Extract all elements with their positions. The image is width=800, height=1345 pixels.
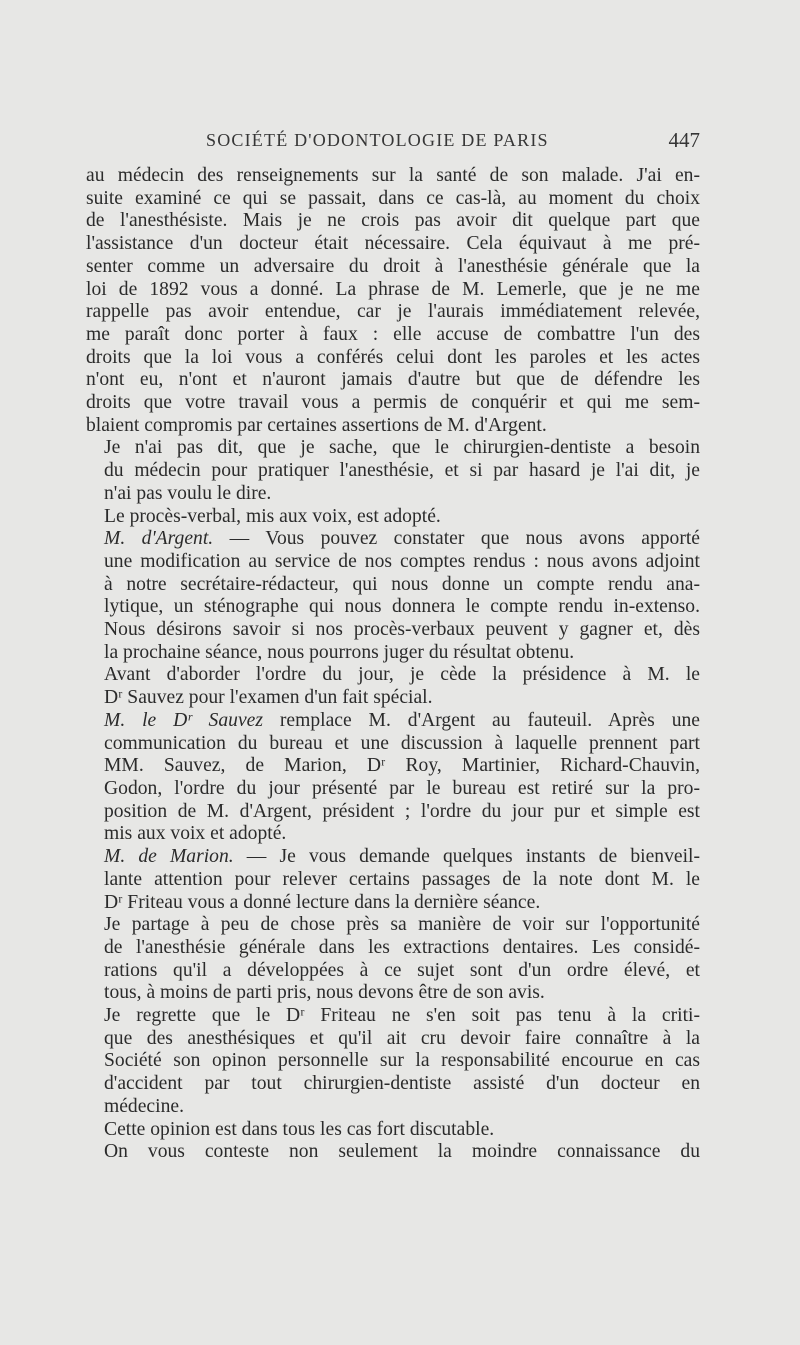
text-line: de l'anesthésiste. Mais je ne crois pas avoir dit quelque part que xyxy=(86,210,700,232)
text-line: Le procès-verbal, mis aux voix, est adopté. xyxy=(104,505,441,527)
text-segment: remplace M. d'Argent au fauteuil. Après une xyxy=(262,709,700,731)
text-line: l'assistance d'un docteur était nécessaire. Cela équivaut à me pré- xyxy=(86,233,700,255)
text-line xyxy=(86,528,700,551)
running-title: SOCIÉTÉ D'ODONTOLOGIE DE PARIS xyxy=(206,130,549,150)
text-line: tous, à moins de parti pris, nous devons être de son avis. xyxy=(104,982,545,1004)
text-line: rappelle pas avoir entendue, car je l'aurais immédiatement relevée, xyxy=(86,301,700,323)
text-line: communication du bureau et une discussion à laquelle prennent part xyxy=(104,732,700,754)
text-line: suite examiné ce qui se passait, dans ce cas-là, au moment du choix xyxy=(86,187,700,209)
text-line: médecine. xyxy=(104,1095,184,1117)
text-line: à notre secrétaire-rédacteur, qui nous donne un compte rendu ana- xyxy=(104,573,700,595)
paragraph-7 xyxy=(86,846,700,914)
paragraph-10 xyxy=(86,1119,700,1142)
speaker-name: M. de Marion. xyxy=(104,846,234,868)
text-line: du médecin pour pratiquer l'anesthésie, et si par hasard je l'ai dit, je xyxy=(104,460,700,482)
body-text xyxy=(86,165,700,1164)
text-line: MM. Sauvez, de Marion, Dʳ Roy, Martinier, Richard-Chauvin, xyxy=(104,755,700,777)
text-line: n'ai pas voulu le dire. xyxy=(104,482,272,504)
text-line: au médecin des renseignements sur la santé de son malade. J'ai en- xyxy=(86,165,700,186)
text-line: mis aux voix et adopté. xyxy=(104,823,287,845)
paragraph-5 xyxy=(86,664,700,709)
text-line: n'ont eu, n'ont et n'auront jamais d'autre but que de défendre les xyxy=(86,369,700,391)
running-head xyxy=(86,128,700,160)
text-line: senter comme un adversaire du droit à l'anesthésie générale que la xyxy=(86,255,700,277)
paragraph-4 xyxy=(86,528,700,664)
text-line: lante attention pour relever certains passages de la note dont M. le xyxy=(104,868,700,890)
text-line: que des anesthésiques et qu'il ait cru devoir faire connaître à la xyxy=(104,1027,700,1049)
text-line: me paraît donc porter à faux : elle accuse de combattre l'un des xyxy=(86,323,700,345)
text-segment: — Vous pouvez constater que nous avons apporté xyxy=(213,528,701,550)
text-line: Godon, l'ordre du jour présenté par le bureau est retiré sur la pro- xyxy=(104,777,700,799)
text-line: une modification au service de nos comptes rendus : nous avons adjoint xyxy=(104,550,700,572)
paragraph-6 xyxy=(86,710,700,846)
text-line: de l'anesthésie générale dans les extractions dentaires. Les considé- xyxy=(104,936,700,958)
text-line: droits que votre travail vous a permis de conquérir et qui me sem- xyxy=(86,392,700,414)
text-line: Je partage à peu de chose près sa manière de voir sur l'opportunité xyxy=(104,914,700,936)
text-line: On vous conteste non seulement la moindre connaissance du xyxy=(104,1141,700,1163)
text-line: Dʳ Sauvez pour l'examen d'un fait spécial. xyxy=(104,687,433,709)
paragraph-1 xyxy=(86,165,700,437)
text-line: Cette opinion est dans tous les cas fort discutable. xyxy=(104,1118,495,1140)
speaker-name: M. le Dʳ Sauvez xyxy=(104,709,263,731)
text-line: Avant d'aborder l'ordre du jour, je cède la présidence à M. le xyxy=(104,664,700,686)
text-line: rations qu'il a développées à ce sujet sont d'un ordre élevé, et xyxy=(104,959,700,981)
text-line xyxy=(86,710,700,733)
text-line: Je n'ai pas dit, que je sache, que le chirurgien-dentiste a besoin xyxy=(104,437,700,459)
text-segment: — Je vous demande quelques instants de bienveil- xyxy=(233,846,700,868)
text-line: Société son opinon personnelle sur la responsabilité encourue en cas xyxy=(104,1050,700,1072)
text-line xyxy=(86,846,700,869)
paragraph-8 xyxy=(86,914,700,1005)
text-line: blaient compromis par certaines assertions de M. d'Argent. xyxy=(86,414,547,436)
speaker-name: M. d'Argent. xyxy=(104,528,214,550)
text-line: lytique, un sténographe qui nous donnera le compte rendu in-extenso. xyxy=(104,596,700,618)
text-line: Dʳ Friteau vous a donné lecture dans la dernière séance. xyxy=(104,891,541,913)
text-line: d'accident par tout chirurgien-dentiste assisté d'un docteur en xyxy=(104,1073,700,1095)
paragraph-3 xyxy=(86,506,700,529)
paragraph-11 xyxy=(86,1141,700,1164)
text-line: droits que la loi vous a conférés celui dont les paroles et les actes xyxy=(86,346,700,368)
text-line: la prochaine séance, nous pourrons juger du résultat obtenu. xyxy=(104,641,575,663)
paragraph-2 xyxy=(86,437,700,505)
text-line: loi de 1892 vous a donné. La phrase de M. Lemerle, que je ne me xyxy=(86,278,700,300)
text-line: Je regrette que le Dʳ Friteau ne s'en soit pas tenu à la criti- xyxy=(104,1005,700,1027)
text-line: position de M. d'Argent, président ; l'ordre du jour pur et simple est xyxy=(104,800,700,822)
page-number: 447 xyxy=(668,128,700,152)
paragraph-9 xyxy=(86,1005,700,1119)
text-line: Nous désirons savoir si nos procès-verbaux peuvent y gagner et, dès xyxy=(104,619,700,641)
